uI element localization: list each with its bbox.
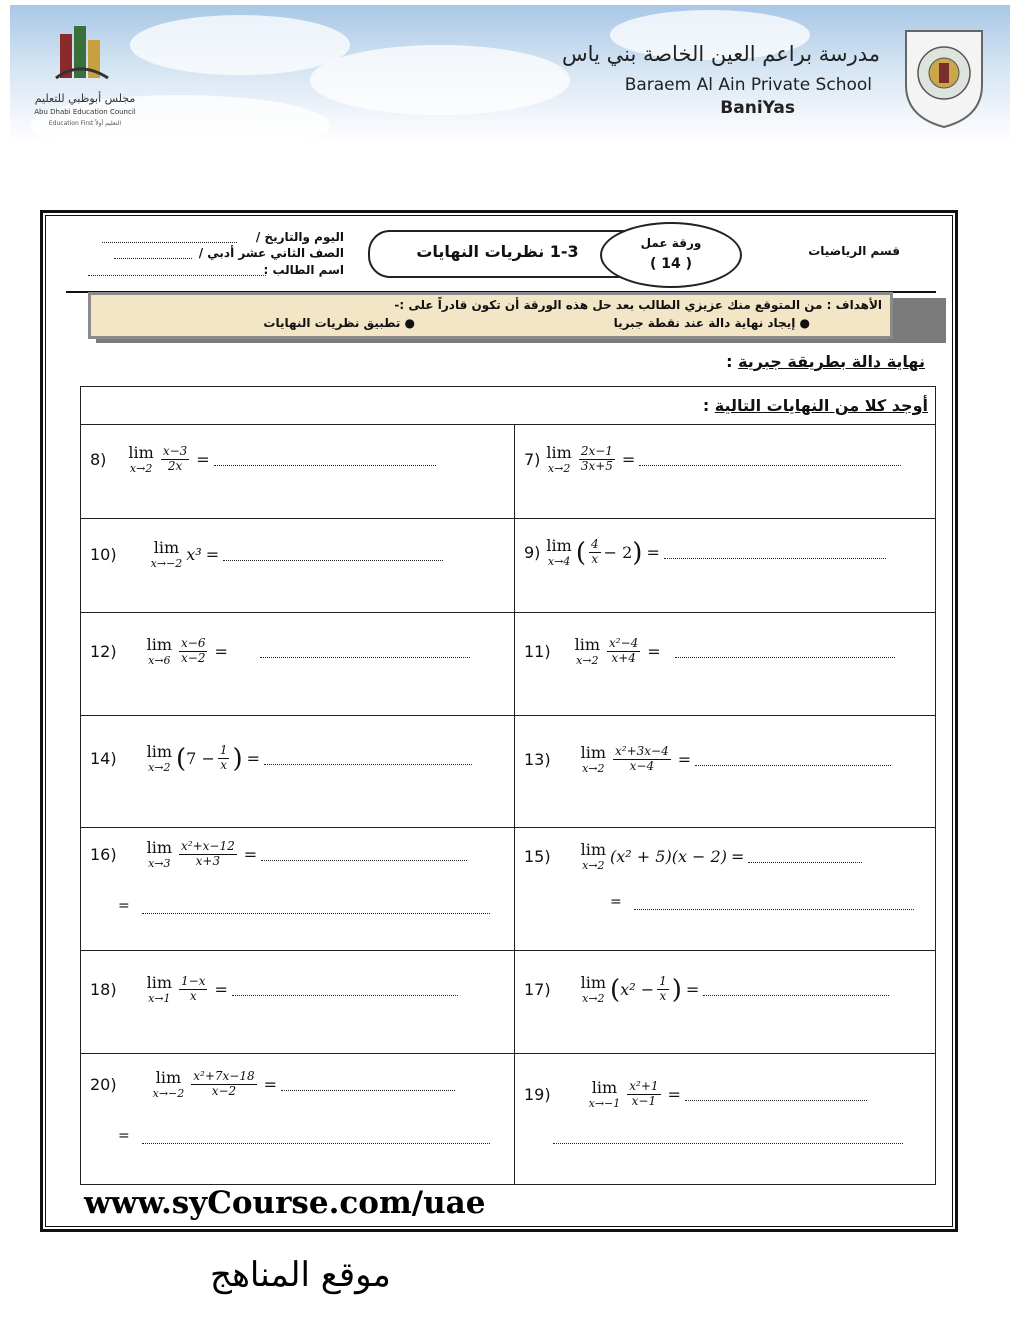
problem-number: 17) <box>524 980 551 999</box>
worksheet-number-oval <box>600 222 742 288</box>
answer-line[interactable] <box>695 753 891 766</box>
answer-line[interactable] <box>685 1088 867 1101</box>
council-tagline: Education First التعليم أولاً <box>48 120 122 127</box>
equals-sign: = <box>118 1128 130 1144</box>
limit-approach: x→2 <box>582 762 605 775</box>
denominator: x <box>591 552 599 566</box>
limit-approach: x→4 <box>547 555 571 568</box>
lim-word: lim <box>146 635 173 654</box>
problem-number: 13) <box>524 750 551 769</box>
problem-number: 19) <box>524 1085 551 1104</box>
fraction <box>579 445 615 474</box>
problem-9 <box>524 538 886 567</box>
denominator: x+3 <box>195 854 221 868</box>
footer-url[interactable]: www.syCourse.com/uae <box>84 1185 486 1221</box>
equals-sign: = <box>621 450 636 469</box>
objective-item: ● إيجاد نهاية دالة عند نقطة جبريا <box>613 316 810 330</box>
expression: (x² + 5)(x − 2) <box>610 847 727 866</box>
date-field[interactable] <box>102 242 237 243</box>
denominator: 3x+5 <box>580 459 613 473</box>
council-name-en: Abu Dhabi Education Council <box>34 108 136 116</box>
lim-word: lim <box>574 635 601 654</box>
equals-sign: = <box>118 898 130 914</box>
council-name-ar: مجلس أبوظبي للتعليم <box>34 92 136 105</box>
equals-sign: = <box>730 847 745 866</box>
fraction <box>613 745 671 774</box>
denominator: x <box>220 758 228 772</box>
fraction <box>607 637 640 666</box>
lim-word: lim <box>153 538 180 557</box>
answer-line[interactable] <box>553 1143 903 1144</box>
equals-sign: = <box>610 894 622 910</box>
problem-number: 16) <box>90 845 117 864</box>
limit-approach: x→−2 <box>152 1087 185 1100</box>
council-emblem-icon <box>20 20 150 90</box>
fraction <box>627 1080 660 1109</box>
student-name-field[interactable] <box>88 275 266 276</box>
school-crest-icon <box>902 25 986 129</box>
problem-18 <box>90 975 458 1004</box>
limit-approach: x→−2 <box>150 557 183 570</box>
limit-approach: x→6 <box>148 654 171 667</box>
expression-tail: − 2 <box>603 543 633 562</box>
problem-number: 15) <box>524 847 551 866</box>
answer-line[interactable] <box>639 453 901 466</box>
limit-operator <box>581 975 606 1004</box>
numerator: 1 <box>219 743 228 758</box>
limit-operator <box>546 445 571 474</box>
limit-approach: x→1 <box>148 992 171 1005</box>
answer-line[interactable] <box>223 548 443 561</box>
instruction: أوجد كلا من النهايات التالية : <box>702 396 928 415</box>
problem-number: 7) <box>524 450 541 469</box>
lim-word: lim <box>146 973 173 992</box>
limit-approach: x→2 <box>582 992 605 1005</box>
fraction <box>218 744 230 773</box>
numerator: x²+7x−18 <box>193 1069 255 1084</box>
open-paren: ( <box>610 974 621 1005</box>
equals-sign: = <box>685 980 700 999</box>
fraction <box>179 637 207 666</box>
objective-item: ● تطبيق نظريات النهايات <box>263 316 415 330</box>
continuation-line <box>118 898 490 914</box>
limit-operator <box>147 744 172 773</box>
numerator: x−3 <box>162 444 188 459</box>
problem-number: 12) <box>90 642 117 661</box>
problem-12 <box>90 637 470 666</box>
equals-sign: = <box>263 1075 278 1094</box>
limit-operator <box>147 840 172 869</box>
problem-8 <box>90 445 436 474</box>
problem-number: 14) <box>90 749 117 768</box>
grid-row-line <box>80 1053 936 1054</box>
expression-head: x² − <box>620 980 655 999</box>
problems-grid <box>80 386 936 1185</box>
grid-row-line <box>80 518 936 519</box>
problem-14 <box>90 744 472 773</box>
school-name-en: Baraem Al Ain Private School <box>624 75 872 95</box>
objective-text: تطبيق نظريات النهايات <box>263 316 401 330</box>
objectives-intro: الأهداف : من المتوقع منك عزيزي الطالب بعد حل هذه الورقة أن تكون قادراً على :- <box>394 298 882 312</box>
answer-line[interactable] <box>232 983 458 996</box>
limit-operator <box>151 540 183 569</box>
close-paren: ) <box>671 974 682 1005</box>
answer-line[interactable] <box>214 453 436 466</box>
problem-number: 11) <box>524 642 551 661</box>
denominator: x+4 <box>611 651 636 665</box>
denominator: 2x <box>167 459 183 473</box>
lim-word: lim <box>580 973 607 992</box>
numerator: x²+3x−4 <box>615 744 669 759</box>
problem-number: 9) <box>524 543 541 562</box>
lim-word: lim <box>128 443 154 462</box>
equals-sign: = <box>205 545 220 564</box>
problem-11 <box>524 637 895 666</box>
limit-operator <box>147 975 172 1004</box>
lim-word: lim <box>546 536 572 555</box>
numerator: x²+x−12 <box>181 839 235 854</box>
school-city: BaniYas <box>720 98 795 118</box>
lim-word: lim <box>146 742 173 761</box>
equals-sign: = <box>214 642 228 661</box>
problem-number: 20) <box>90 1075 117 1094</box>
equals-sign: = <box>246 749 261 768</box>
limit-operator <box>581 745 606 774</box>
denominator: x <box>189 989 197 1003</box>
answer-line[interactable] <box>260 645 470 658</box>
answer-line[interactable] <box>264 752 472 765</box>
grid-row-line <box>80 950 936 951</box>
limit-approach: x→3 <box>148 857 171 870</box>
limit-operator <box>581 842 606 871</box>
grid-row-line <box>80 612 936 613</box>
limit-operator <box>153 1070 185 1099</box>
lim-word: lim <box>546 443 572 462</box>
lim-word: lim <box>155 1068 182 1087</box>
problem-13 <box>524 745 891 774</box>
denominator: x−2 <box>181 651 206 665</box>
fraction <box>179 975 207 1004</box>
problem-15 <box>524 842 862 871</box>
fraction <box>179 840 237 869</box>
equals-sign: = <box>667 1085 681 1104</box>
grade-label: الصف الثاني عشر أدبي / <box>198 246 344 260</box>
worksheet-label: ورقة عمل <box>640 236 702 250</box>
problem-17 <box>524 975 889 1004</box>
cloud-decoration <box>130 15 350 75</box>
answer-line[interactable] <box>664 546 886 559</box>
limit-approach: x→2 <box>582 859 605 872</box>
objective-text: إيجاد نهاية دالة عند نقطة جبريا <box>613 316 796 330</box>
department-label: قسم الرياضيات <box>808 244 900 258</box>
lim-word: lim <box>580 743 607 762</box>
numerator: x²+1 <box>629 1079 659 1094</box>
denominator: x <box>659 989 667 1003</box>
denominator: x−2 <box>211 1084 237 1098</box>
equals-sign: = <box>243 845 258 864</box>
equals-sign: = <box>214 980 228 999</box>
fraction <box>657 975 669 1004</box>
fraction <box>589 538 601 567</box>
problem-7 <box>524 445 901 474</box>
problem-number: 8) <box>90 450 107 469</box>
fraction <box>161 445 189 474</box>
grid-column-line <box>514 424 515 1185</box>
denominator: x−1 <box>631 1094 657 1108</box>
open-paren: ( <box>575 537 586 568</box>
worksheet-title: 1-3 نظريات النهايات <box>416 242 579 261</box>
school-name-ar: مدرسة براعم العين الخاصة بني ياس <box>562 42 880 66</box>
section-title: نهاية دالة بطريقة جبرية : <box>726 352 925 371</box>
numerator: 2x−1 <box>580 444 613 459</box>
answer-line[interactable] <box>142 1131 490 1144</box>
limit-operator <box>546 538 571 567</box>
close-paren: ) <box>232 743 243 774</box>
numerator: 4 <box>590 537 599 552</box>
problem-20 <box>90 1070 455 1099</box>
limit-approach: x→2 <box>547 462 571 475</box>
limit-approach: x→−1 <box>588 1097 621 1110</box>
answer-line[interactable] <box>142 901 490 914</box>
date-label: اليوم والتاريخ / <box>255 230 344 244</box>
expression-head: 7 − <box>186 749 215 768</box>
limit-approach: x→2 <box>148 761 171 774</box>
cloud-decoration <box>310 45 570 115</box>
limit-operator <box>575 637 600 666</box>
grid-row-line <box>80 827 936 828</box>
problem-number: 10) <box>90 545 117 564</box>
grid-row-line <box>80 424 936 425</box>
expression: x³ <box>186 545 202 564</box>
numerator: x²−4 <box>609 636 639 651</box>
open-paren: ( <box>176 743 187 774</box>
council-logo <box>20 20 150 130</box>
answer-line[interactable] <box>748 850 862 863</box>
numerator: 1 <box>659 974 667 989</box>
numerator: 1−x <box>181 974 206 989</box>
problem-number: 18) <box>90 980 117 999</box>
answer-line[interactable] <box>634 897 914 910</box>
footer-site-name: موقع المناهج <box>210 1255 391 1295</box>
grade-field[interactable] <box>114 258 192 259</box>
answer-line[interactable] <box>281 1078 455 1091</box>
equals-sign: = <box>646 543 660 562</box>
grid-row-line <box>80 715 936 716</box>
student-name-label: اسم الطالب : <box>263 263 344 277</box>
close-paren: ) <box>632 537 643 568</box>
instruction-text: أوجد كلا من النهايات التالية <box>714 396 928 415</box>
section-title-text: نهاية دالة بطريقة جبرية <box>738 352 925 371</box>
answer-line[interactable] <box>675 645 895 658</box>
fraction <box>191 1070 256 1099</box>
lim-word: lim <box>146 838 173 857</box>
equals-sign: = <box>196 450 210 469</box>
problem-19 <box>524 1080 867 1109</box>
lim-word: lim <box>591 1078 618 1097</box>
answer-line[interactable] <box>703 983 889 996</box>
lim-word: lim <box>580 840 607 859</box>
answer-line[interactable] <box>261 848 467 861</box>
continuation-line <box>118 1128 490 1144</box>
limit-operator <box>147 637 172 666</box>
equals-sign: = <box>647 642 661 661</box>
denominator: x−4 <box>629 759 655 773</box>
limit-approach: x→2 <box>576 654 599 667</box>
limit-operator <box>128 445 153 474</box>
worksheet-number: ( 14 ) <box>649 256 693 272</box>
problem-16 <box>90 840 467 869</box>
equals-sign: = <box>677 750 692 769</box>
limit-approach: x→2 <box>129 462 153 475</box>
continuation-line <box>610 894 914 910</box>
problem-10 <box>90 540 443 569</box>
limit-operator <box>589 1080 621 1109</box>
numerator: x−6 <box>181 636 206 651</box>
